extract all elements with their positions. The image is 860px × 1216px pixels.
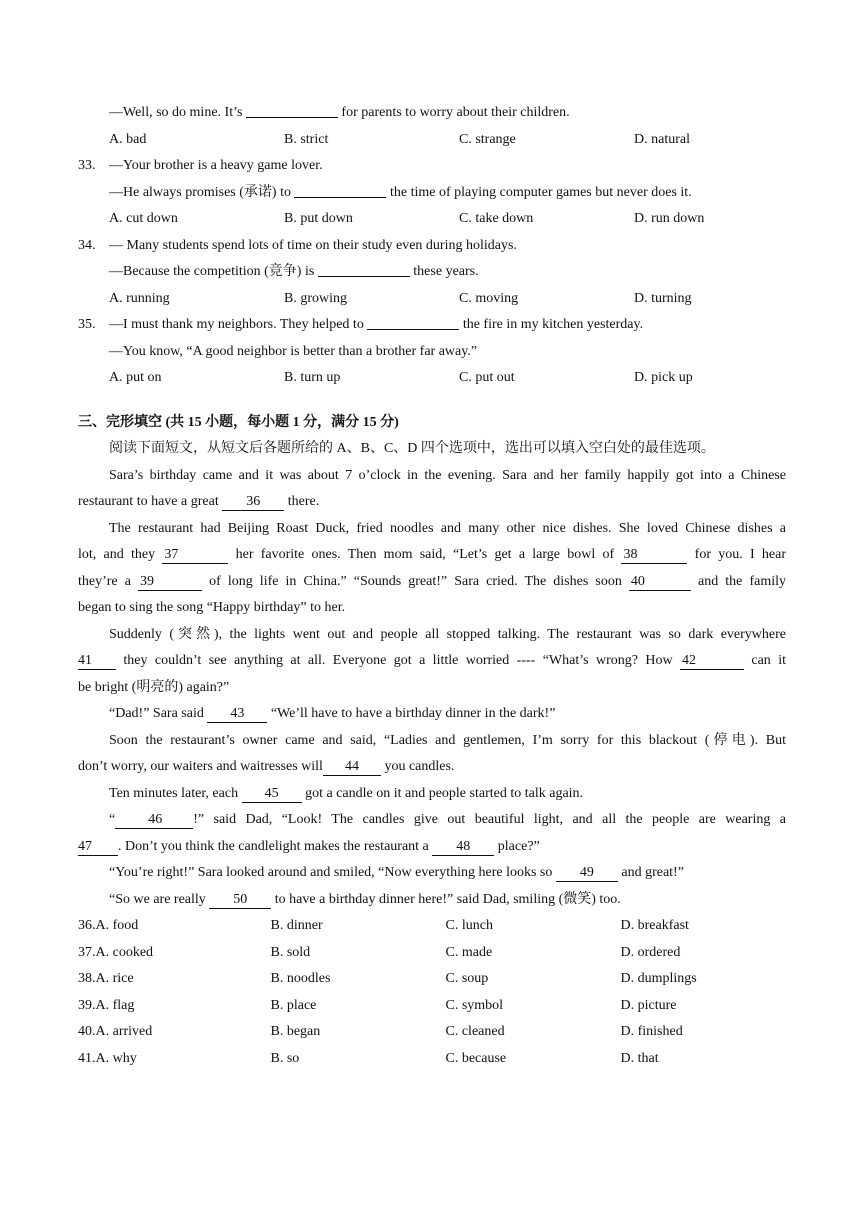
- blank-38: 38: [621, 546, 687, 564]
- passage-p2-line4: began to sing the song “Happy birthday” to her.: [78, 600, 346, 615]
- passage-p5-line2: don’t worry, our waiters and waitresses will 44 you candles.: [78, 759, 455, 774]
- option-b: B. noodles: [270, 971, 331, 986]
- option-d: D. ordered: [620, 944, 681, 960]
- passage-p3-line2: 41 they couldn’t see anything at all. Everyone got a little worried ---- “What’s wrong? How 42 can it: [78, 653, 786, 668]
- q32-dialog-2: —Well, so do mine. It’s for parents to worry about their children.: [78, 100, 786, 127]
- answer-gap: [367, 314, 459, 330]
- blank-49: 49: [556, 864, 618, 882]
- q34-options: [78, 286, 786, 313]
- q34-dialog-2: —Because the competition (竞争) is these years.: [78, 259, 786, 286]
- passage-p2-line3: they’re a 39 of long life in China.” “Sounds great!” Sara cried. The dishes soon 40 and the family: [78, 573, 787, 589]
- option-a: A. food: [95, 918, 139, 933]
- option-d: D. that: [620, 1050, 659, 1066]
- option-d: D. dumplings: [620, 971, 697, 986]
- option-b: B. began: [270, 1024, 321, 1039]
- passage-p6: Ten minutes later, each 45 got a candle on it and people started to talk again.: [109, 785, 584, 801]
- question-number: 38.: [78, 971, 96, 986]
- q33-options: [78, 206, 786, 233]
- blank-46: 46: [115, 811, 193, 829]
- q35-options: [78, 365, 786, 392]
- blank-50: 50: [209, 891, 271, 909]
- q35-dialog-1: 35. —I must thank my neighbors. They helped to the fire in my kitchen yesterday.: [78, 312, 786, 339]
- option-a: A. bad: [109, 131, 147, 147]
- question-number: 39.: [78, 997, 96, 1013]
- passage-p2-line1: The restaurant had Beijing Roast Duck, fried noodles and many other nice dishes. She loved Chinese dishes a: [109, 520, 786, 536]
- option-b: B. sold: [270, 944, 311, 960]
- blank-48: 48: [432, 838, 494, 856]
- option-d: D. turning: [634, 290, 692, 306]
- question-number: 37.: [78, 944, 96, 960]
- option-a: A. put on: [109, 370, 162, 385]
- option-a: A. cooked: [95, 944, 154, 960]
- option-c: C. lunch: [445, 918, 493, 933]
- blank-43: 43: [207, 705, 267, 723]
- passage-p3-line1: Suddenly (突然), the lights went out and people all stopped talking. The restaurant was so dark everywhere: [109, 626, 786, 642]
- option-c: C. made: [445, 944, 493, 960]
- question-number: 41.: [78, 1050, 96, 1066]
- option-c: C. symbol: [445, 997, 504, 1013]
- option-a: A. why: [95, 1050, 137, 1066]
- answer-gap: [246, 102, 338, 118]
- option-b: B. so: [270, 1050, 300, 1066]
- passage-p3-line3: be bright (明亮的) again?”: [78, 679, 230, 695]
- option-d: D. breakfast: [620, 918, 689, 933]
- option-b: B. put down: [284, 211, 353, 226]
- passage-p2-line2: lot, and they 37 her favorite ones. Then mom said, “Let’s get a large bowl of 38 for you. I hear: [78, 547, 787, 562]
- blank-45: 45: [242, 785, 302, 803]
- blank-41: 41: [78, 652, 116, 670]
- passage-p8: “You’re right!” Sara looked around and smiled, “Now everything here looks so 49 and great!”: [109, 865, 684, 880]
- option-c: C. soup: [445, 971, 489, 986]
- answer-row-41: [78, 1046, 786, 1073]
- option-c: C. strange: [459, 131, 516, 147]
- section-title: 三、完形填空 (共 15 小题，每小题 1 分，满分 15 分): [78, 414, 399, 430]
- option-c: C. put out: [459, 370, 515, 385]
- q33-dialog-1: 33. —Your brother is a heavy game lover.: [78, 153, 786, 180]
- passage-p7-line2: 47 . Don’t you think the candlelight makes the restaurant a 48 place?”: [78, 838, 540, 854]
- option-c: C. moving: [459, 290, 519, 306]
- passage-p9: “So we are really 50 to have a birthday dinner here!” said Dad, smiling (微笑) too.: [109, 891, 621, 907]
- question-number: 34.: [78, 237, 96, 253]
- option-c: C. cleaned: [445, 1024, 505, 1039]
- blank-39: 39: [138, 573, 202, 591]
- option-a: A. flag: [95, 997, 135, 1013]
- blank-37: 37: [162, 546, 228, 564]
- blank-42: 42: [680, 652, 744, 670]
- passage-p4: “Dad!” Sara said 43 “We’ll have to have a birthday dinner in the dark!”: [109, 706, 556, 721]
- option-d: D. run down: [634, 211, 705, 226]
- passage-p7-line1: “ 46 !” said Dad, “Look! The candles give out beautiful light, and all the people are wearing a: [109, 812, 786, 827]
- q35-dialog-2: —You know, “A good neighbor is better than a brother far away.”: [109, 343, 478, 359]
- answer-gap: [294, 182, 386, 198]
- q34-dialog-1: 34. — Many students spend lots of time on their study even during holidays.: [78, 233, 786, 260]
- option-a: A. running: [109, 290, 170, 306]
- question-number: 40.: [78, 1024, 96, 1039]
- answer-row-37: [78, 940, 786, 967]
- section-instruction: 阅读下面短文，从短文后各题所给的 A、B、C、D 四个选项中，选出可以填入空白处的最佳选项。: [109, 441, 715, 456]
- option-d: D. finished: [620, 1024, 683, 1039]
- answer-gap: [318, 261, 410, 277]
- option-b: B. growing: [284, 290, 347, 306]
- blank-36: 36: [222, 493, 284, 511]
- option-b: B. place: [270, 997, 317, 1013]
- answer-row-36: [78, 913, 786, 940]
- question-number: 36.: [78, 918, 96, 933]
- option-d: D. picture: [620, 997, 677, 1013]
- option-c: C. because: [445, 1050, 507, 1066]
- option-d: D. pick up: [634, 370, 693, 385]
- option-a: A. cut down: [109, 211, 178, 226]
- blank-40: 40: [629, 573, 691, 591]
- q32-options: [78, 127, 786, 154]
- option-b: B. turn up: [284, 370, 341, 385]
- blank-47: 47: [78, 838, 118, 856]
- question-number: 35.: [78, 317, 96, 332]
- passage-p1-line1: Sara’s birthday came and it was about 7 o’clock in the evening. Sara and her family happily got into a Chinese: [109, 467, 786, 483]
- option-d: D. natural: [634, 131, 690, 147]
- answer-row-40: [78, 1019, 786, 1046]
- answer-row-39: [78, 993, 786, 1020]
- option-a: A. arrived: [95, 1024, 153, 1039]
- option-b: B. strict: [284, 131, 329, 147]
- option-c: C. take down: [459, 211, 534, 226]
- option-a: A. rice: [95, 971, 134, 986]
- blank-44: 44: [323, 758, 381, 776]
- passage-p1-line2: restaurant to have a great 36 there.: [78, 494, 320, 509]
- option-b: B. dinner: [270, 918, 323, 933]
- passage-p5-line1: Soon the restaurant’s owner came and said, “Ladies and gentlemen, I’m sorry for this blackout (停电). But: [109, 732, 786, 748]
- q33-dialog-2: —He always promises (承诺) to the time of playing computer games but never does it.: [78, 180, 786, 207]
- answer-row-38: [78, 966, 786, 993]
- question-number: 33.: [78, 158, 96, 173]
